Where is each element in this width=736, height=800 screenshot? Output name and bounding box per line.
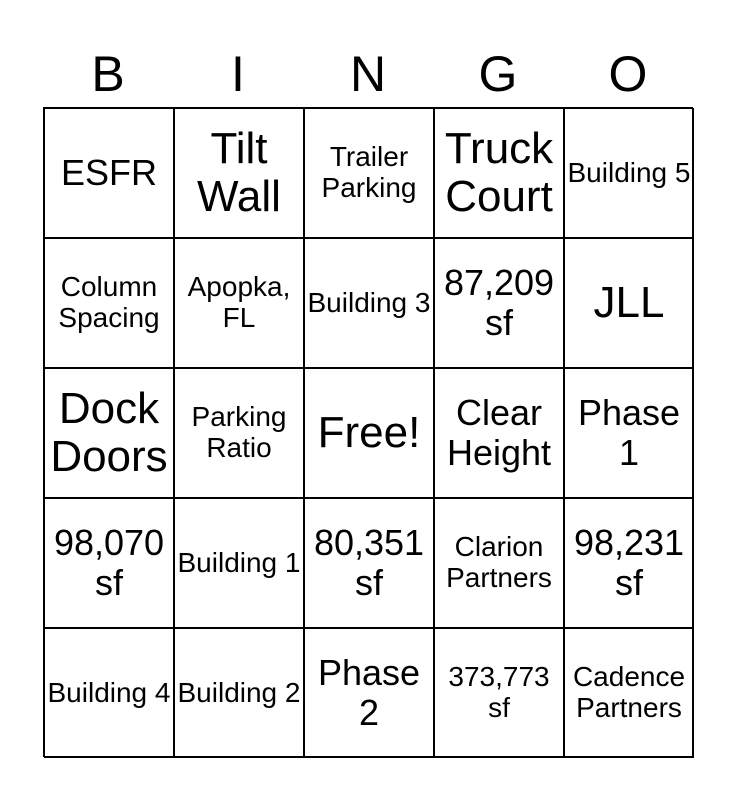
bingo-grid: [43, 107, 693, 757]
bingo-cell[interactable]: Truck Court: [434, 108, 564, 238]
header-letter: G: [478, 46, 518, 102]
bingo-cell[interactable]: Apopka, FL: [174, 238, 304, 368]
bingo-cell[interactable]: Building 4: [44, 628, 174, 758]
bingo-cell[interactable]: JLL: [564, 238, 694, 368]
bingo-cell[interactable]: Trailer Parking: [304, 108, 434, 238]
header-letter: N: [349, 46, 387, 102]
bingo-header: [43, 44, 693, 104]
bingo-cell[interactable]: Dock Doors: [44, 368, 174, 498]
bingo-cell[interactable]: Tilt Wall: [174, 108, 304, 238]
bingo-cell[interactable]: Building 1: [174, 498, 304, 628]
bingo-cell[interactable]: 87,209 sf: [434, 238, 564, 368]
bingo-cell[interactable]: Building 5: [564, 108, 694, 238]
bingo-cell[interactable]: Column Spacing: [44, 238, 174, 368]
bingo-cell[interactable]: Parking Ratio: [174, 368, 304, 498]
header-letter: I: [231, 46, 245, 102]
bingo-cell[interactable]: ESFR: [44, 108, 174, 238]
bingo-cell[interactable]: Cadence Partners: [564, 628, 694, 758]
bingo-cell[interactable]: 98,070 sf: [44, 498, 174, 628]
bingo-cell[interactable]: 373,773 sf: [434, 628, 564, 758]
bingo-cell[interactable]: Phase 2: [304, 628, 434, 758]
bingo-cell[interactable]: Building 2: [174, 628, 304, 758]
bingo-cell[interactable]: Clarion Partners: [434, 498, 564, 628]
bingo-cell[interactable]: Building 3: [304, 238, 434, 368]
header-letter: B: [91, 46, 125, 102]
bingo-cell[interactable]: 98,231 sf: [564, 498, 694, 628]
bingo-cell[interactable]: 80,351 sf: [304, 498, 434, 628]
header-letter: O: [608, 46, 648, 102]
bingo-cell[interactable]: Clear Height: [434, 368, 564, 498]
bingo-cell[interactable]: Free!: [304, 368, 434, 498]
bingo-cell[interactable]: Phase 1: [564, 368, 694, 498]
